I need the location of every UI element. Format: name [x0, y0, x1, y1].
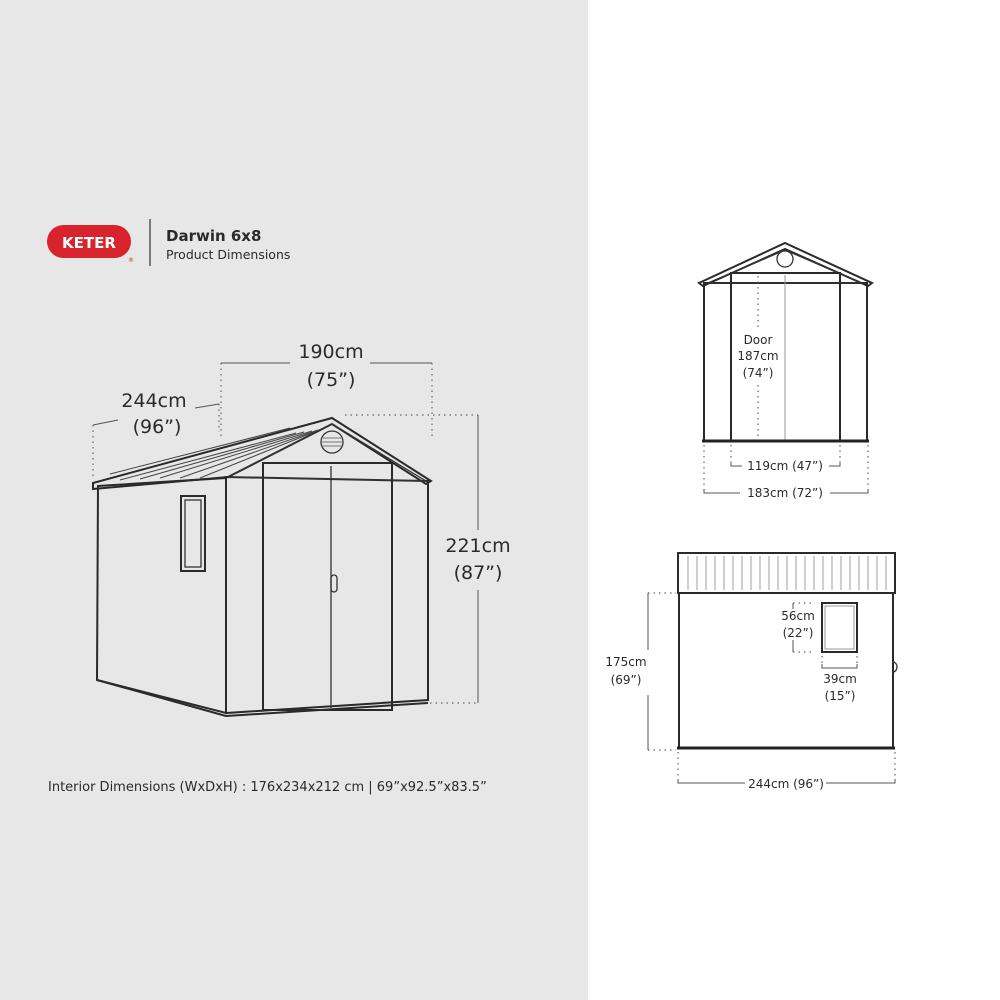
logo-text: KETER: [62, 234, 116, 252]
shed-front-view: [699, 243, 872, 500]
svg-text:(15”): (15”): [824, 689, 856, 703]
svg-text:(69”): (69”): [610, 673, 642, 687]
svg-text:(96”): (96”): [132, 416, 182, 438]
svg-text:56cm: 56cm: [781, 609, 815, 623]
interior-dimensions: Interior Dimensions (WxDxH) : 176x234x212 cm | 69”x92.5”x83.5”: [48, 780, 487, 795]
registered-mark: ®: [128, 257, 134, 264]
svg-text:175cm: 175cm: [605, 655, 647, 669]
svg-text:(75”): (75”): [306, 369, 356, 391]
svg-text:244cm: 244cm: [121, 390, 187, 412]
svg-text:Door: Door: [743, 333, 773, 347]
svg-text:(74”): (74”): [742, 366, 774, 380]
product-title: Darwin 6x8: [166, 227, 262, 245]
svg-text:119cm (47”): 119cm (47”): [747, 459, 823, 473]
product-subtitle: Product Dimensions: [166, 247, 291, 262]
svg-text:190cm: 190cm: [298, 341, 364, 363]
svg-text:(22”): (22”): [782, 626, 814, 640]
svg-text:187cm: 187cm: [737, 349, 779, 363]
shed-side-view: [605, 553, 897, 791]
svg-text:221cm: 221cm: [445, 535, 511, 557]
svg-text:39cm: 39cm: [823, 672, 857, 686]
vent-icon: [777, 251, 793, 267]
svg-text:244cm (96”): 244cm (96”): [748, 777, 824, 791]
svg-text:183cm (72”): 183cm (72”): [747, 486, 823, 500]
svg-text:(87”): (87”): [453, 562, 503, 584]
